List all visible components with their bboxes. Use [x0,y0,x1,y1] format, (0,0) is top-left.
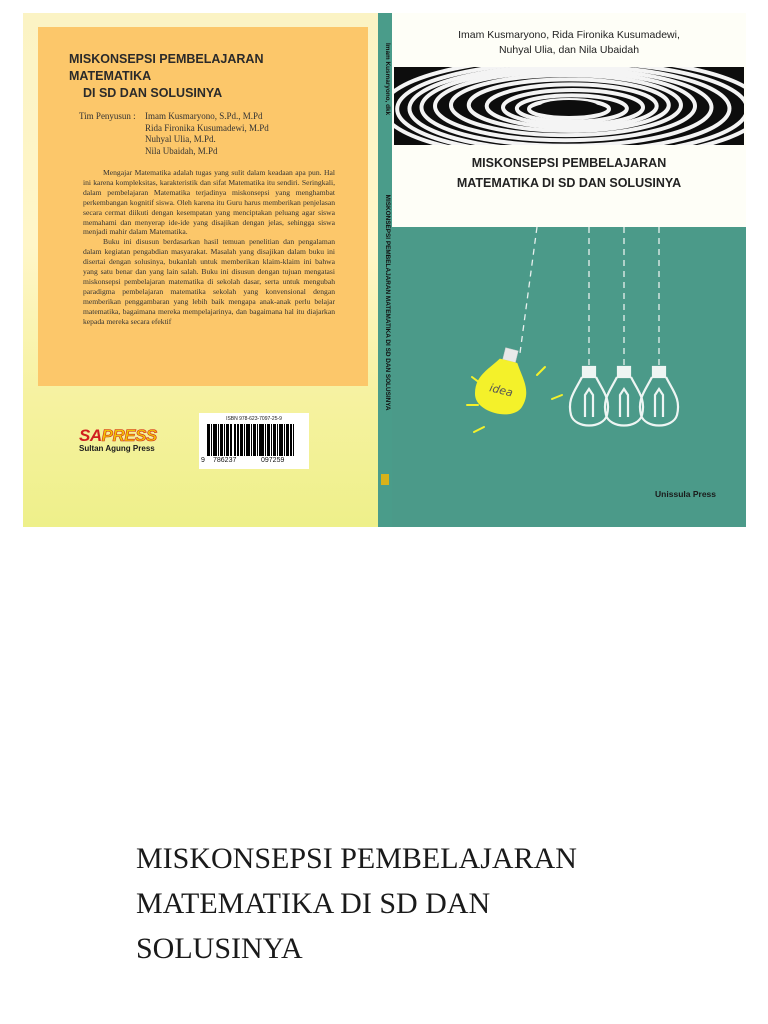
outline-bulb [605,367,643,426]
barcode-bar [268,424,270,456]
barcode-bar [249,424,250,456]
page-title [136,836,696,971]
synopsis-paragraph: Buku ini disusun berdasarkan hasil temuan penelitian dan pengalaman dalam kegiatan pengabdian masyarakat. Masalah yang disajikan dalam buku ini disertai dengan solusinya, bukanlah untuk memberikan klaim-klaim ini bahwa yang satu benar dan yang lain salah. Buku ini disusun dengan tujuan mengatasi miskonsepsi pembelajaran matematika di sekolah dasar, serta untuk mengubah paradigma pembelajaran matematika sekolah yang konvensional dengan memberikan penggambaran yang lebih baik mengapa anak-anak perlu belajar matematika, bagaimana mereka mempelajarinya, dan bagaimana hal itu diajarkan kepada mereka secara efektif [83,237,335,326]
page-title-line: MATEMATIKA DI SD DAN [136,887,491,920]
barcode-bars [207,424,303,456]
synopsis-paragraph: Mengajar Matematika adalah tugas yang sulit dalam keadaan apa pun. Hal ini karena kompleksitas, karakteristik dan sifat Matematika itu sendiri. Seringkali, dalam pembelajaran Matematika terjadinya miskonsepsi yang menghambat perkembangan kognitif siswa. Oleh karena itu Guru harus memberikan penjelasan secara cermat diikuti dengan kesempatan yang menciptakan peluang agar siswa memahami dan menyerap ide-ide yang disajikan dengan jelas, sehingga siswa menjadi mahir dalam Matematika. [83,168,335,237]
team-member: Rida Fironika Kusumadewi, M.Pd [145,122,269,133]
barcode-bar [218,424,219,456]
outline-bulb [570,367,608,426]
spiral-illusion-graphic [394,67,744,145]
outline-bulb [640,367,678,426]
barcode-bar [235,424,236,456]
spine-authors: Imam Kusmaryono, dkk [384,43,391,116]
barcode-bar [288,424,289,456]
barcode-bar [282,424,283,456]
front-title [392,153,746,193]
book-cover [23,13,746,527]
barcode-bar [293,424,294,456]
barcode-bar [228,424,229,456]
sapress-wordmark: SAPRESS [79,426,157,445]
spine [378,13,392,527]
front-title-line2: MATEMATIKA DI SD DAN SOLUSINYA [456,176,682,190]
idea-bulb [471,343,537,419]
page-title-line: MISKONSEPSI PEMBELAJARAN [136,842,577,875]
back-title [69,51,329,102]
sapress-name: Sultan Agung Press [79,444,155,453]
team-member: Imam Kusmaryono, S.Pd., M.Pd [145,111,263,121]
barcode-bar [214,424,216,456]
spine-text [379,43,391,463]
front-authors [392,28,746,58]
barcode-bar [261,424,263,456]
barcode-bar [208,424,210,456]
barcode-bar [211,424,212,456]
back-title-line1: MISKONSEPSI PEMBELAJARAN MATEMATIKA [69,52,264,83]
barcode-bar [271,424,272,456]
team-names [145,111,269,157]
front-cover [392,13,746,527]
barcode-bar [230,424,232,456]
bulb-wire [520,227,537,353]
barcode-bar [224,424,225,456]
barcode-digit-group: 786237 [213,457,237,464]
front-title-line1: MISKONSEPSI PEMBELAJARAN [471,156,667,170]
barcode-bar [222,424,223,456]
barcode-bar [277,424,278,456]
team-member: Nuhyal Ulia, M.Pd. [145,134,216,144]
spine-publisher-logo [381,474,389,485]
isbn-number: ISBN 978-623-7097-25-9 [226,416,282,422]
page-title-line: SOLUSINYA [136,932,303,965]
barcode-bar [290,424,292,456]
barcode-bar [274,424,276,456]
barcode-bar [265,424,266,456]
barcode-bar [257,424,258,456]
back-title-line2: DI SD DAN SOLUSINYA [83,86,223,100]
barcode-bar [284,424,285,456]
team-label: Tim Penyusun : [79,111,136,121]
barcode-bar [244,424,245,456]
barcode-bar [251,424,252,456]
isbn-barcode [199,413,309,469]
lightbulbs-illustration [392,227,746,447]
sapress-logo [79,426,157,453]
front-authors-line1: Imam Kusmaryono, Rida Fironika Kusumadewi, [458,29,680,41]
team-member: Nila Ubaidah, M.Pd [145,145,218,156]
barcode-bar [255,424,256,456]
synopsis-text [83,168,335,327]
publisher-name: Unissula Press [655,489,716,499]
barcode-digit-group: 9 [201,457,205,464]
back-cover [23,13,378,527]
barcode-bar [237,424,239,456]
spine-title: MISKONSEPSI PEMBELAJARAN MATEMATIKA DI SD DAN SOLUSINYA [384,194,391,411]
front-authors-line2: Nuhyal Ulia, dan Nila Ubaidah [498,44,640,56]
barcode-digit-group: 097259 [261,457,285,464]
barcode-bar [242,424,243,456]
idea-bulb-text: idea [488,381,515,400]
